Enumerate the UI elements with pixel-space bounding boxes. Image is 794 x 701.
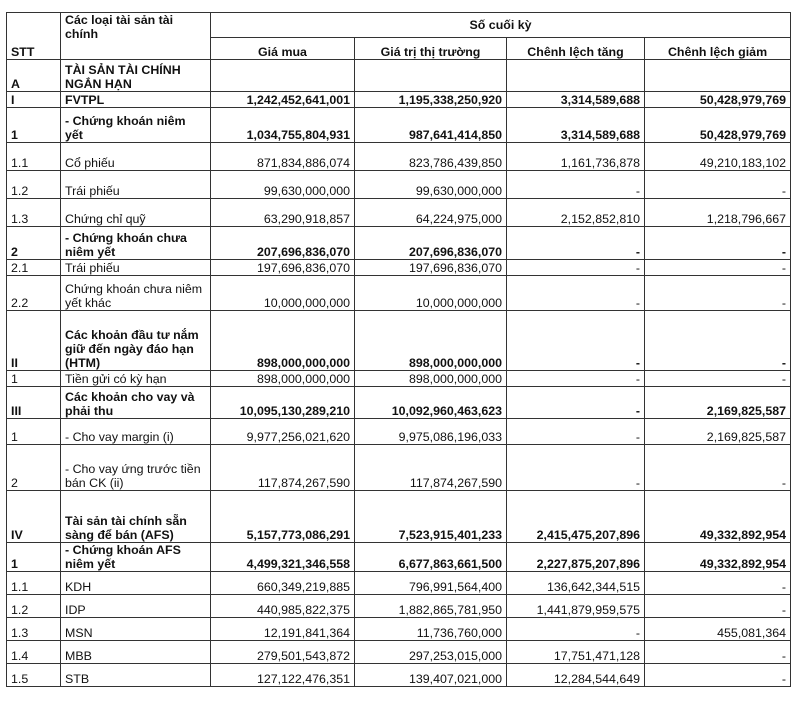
row-purchase-price: 127,122,476,351	[211, 664, 355, 687]
row-decrease: -	[645, 276, 791, 311]
row-asset-name: MSN	[61, 618, 211, 641]
row-purchase-price: 279,501,543,872	[211, 641, 355, 664]
row-asset-name: FVTPL	[61, 92, 211, 108]
header-stt: STT	[7, 13, 61, 60]
row-stt: III	[7, 387, 61, 419]
row-stt: IV	[7, 491, 61, 543]
table-row	[7, 419, 791, 445]
row-purchase-price: 197,696,836,070	[211, 260, 355, 276]
row-decrease: 50,428,979,769	[645, 108, 791, 143]
row-decrease: 2,169,825,587	[645, 419, 791, 445]
row-stt: 1.4	[7, 641, 61, 664]
row-increase: -	[507, 227, 645, 260]
row-purchase-price: 4,499,321,346,558	[211, 543, 355, 572]
row-increase: -	[507, 445, 645, 491]
row-market-value: 11,736,760,000	[355, 618, 507, 641]
row-market-value: 207,696,836,070	[355, 227, 507, 260]
row-stt: 2	[7, 227, 61, 260]
row-market-value: 99,630,000,000	[355, 171, 507, 199]
row-asset-name: - Cho vay margin (i)	[61, 419, 211, 445]
row-purchase-price: 898,000,000,000	[211, 311, 355, 371]
row-increase: 3,314,589,688	[507, 92, 645, 108]
header-decrease: Chênh lệch giảm	[645, 38, 791, 60]
row-asset-name: Tiền gửi có kỳ hạn	[61, 371, 211, 387]
row-stt: A	[7, 60, 61, 92]
row-increase: -	[507, 171, 645, 199]
row-asset-name: Các khoản đầu tư nắm giữ đến ngày đáo hạn (HTM)	[61, 311, 211, 371]
row-decrease: -	[645, 595, 791, 618]
row-purchase-price: 5,157,773,086,291	[211, 491, 355, 543]
table-row	[7, 108, 791, 143]
row-stt: 1	[7, 371, 61, 387]
row-increase: 2,227,875,207,896	[507, 543, 645, 572]
row-decrease: -	[645, 572, 791, 595]
row-purchase-price: 99,630,000,000	[211, 171, 355, 199]
table-row	[7, 387, 791, 419]
row-asset-name: - Cho vay ứng trước tiền bán CK (ii)	[61, 445, 211, 491]
row-decrease: -	[645, 311, 791, 371]
row-stt: 2	[7, 445, 61, 491]
row-market-value: 139,407,021,000	[355, 664, 507, 687]
row-purchase-price: 871,834,886,074	[211, 143, 355, 171]
row-purchase-price: 898,000,000,000	[211, 371, 355, 387]
header-asset-type: Các loại tài sản tài chính	[61, 13, 211, 60]
row-market-value: 823,786,439,850	[355, 143, 507, 171]
row-asset-name: - Chứng khoán chưa niêm yết	[61, 227, 211, 260]
row-increase: 17,751,471,128	[507, 641, 645, 664]
header-purchase-price: Giá mua	[211, 38, 355, 60]
row-increase: 136,642,344,515	[507, 572, 645, 595]
row-decrease: 2,169,825,587	[645, 387, 791, 419]
row-increase: 1,161,736,878	[507, 143, 645, 171]
row-stt: 1	[7, 108, 61, 143]
row-market-value: 898,000,000,000	[355, 311, 507, 371]
row-stt: 2.1	[7, 260, 61, 276]
header-market-value: Giá trị thị trường	[355, 38, 507, 60]
table-row	[7, 260, 791, 276]
row-increase: -	[507, 276, 645, 311]
row-purchase-price: 12,191,841,364	[211, 618, 355, 641]
row-market-value: 1,882,865,781,950	[355, 595, 507, 618]
row-increase: 2,152,852,810	[507, 199, 645, 227]
row-increase: 2,415,475,207,896	[507, 491, 645, 543]
table-row	[7, 92, 791, 108]
row-purchase-price: 63,290,918,857	[211, 199, 355, 227]
table-row	[7, 664, 791, 687]
row-market-value: 796,991,564,400	[355, 572, 507, 595]
row-market-value: 197,696,836,070	[355, 260, 507, 276]
row-decrease: 50,428,979,769	[645, 92, 791, 108]
row-increase: -	[507, 371, 645, 387]
row-decrease: -	[645, 260, 791, 276]
row-decrease: -	[645, 445, 791, 491]
row-market-value: 10,000,000,000	[355, 276, 507, 311]
row-stt: 1.1	[7, 572, 61, 595]
row-decrease: 49,332,892,954	[645, 543, 791, 572]
row-stt: 1	[7, 419, 61, 445]
table-row	[7, 618, 791, 641]
row-increase: 3,314,589,688	[507, 108, 645, 143]
row-stt: 2.2	[7, 276, 61, 311]
table-row	[7, 491, 791, 543]
row-stt: 1.3	[7, 618, 61, 641]
row-asset-name: IDP	[61, 595, 211, 618]
row-decrease: 1,218,796,667	[645, 199, 791, 227]
row-market-value: 987,641,414,850	[355, 108, 507, 143]
row-asset-name: Chứng khoán chưa niêm yết khác	[61, 276, 211, 311]
row-purchase-price: 117,874,267,590	[211, 445, 355, 491]
row-purchase-price: 9,977,256,021,620	[211, 419, 355, 445]
table-row	[7, 572, 791, 595]
row-asset-name: MBB	[61, 641, 211, 664]
row-purchase-price: 1,034,755,804,931	[211, 108, 355, 143]
row-asset-name: TÀI SẢN TÀI CHÍNH NGẮN HẠN	[61, 60, 211, 92]
table-row	[7, 595, 791, 618]
row-purchase-price: 10,000,000,000	[211, 276, 355, 311]
row-purchase-price: 1,242,452,641,001	[211, 92, 355, 108]
row-stt: I	[7, 92, 61, 108]
table-row	[7, 543, 791, 572]
row-market-value: 10,092,960,463,623	[355, 387, 507, 419]
row-decrease: -	[645, 171, 791, 199]
row-asset-name: Cổ phiếu	[61, 143, 211, 171]
row-decrease: 49,210,183,102	[645, 143, 791, 171]
row-decrease: 49,332,892,954	[645, 491, 791, 543]
table-row	[7, 276, 791, 311]
row-stt: 1.5	[7, 664, 61, 687]
row-stt: 1.2	[7, 595, 61, 618]
header-period: Số cuối kỳ	[211, 13, 791, 38]
row-market-value	[355, 60, 507, 92]
table-row	[7, 171, 791, 199]
row-market-value: 6,677,863,661,500	[355, 543, 507, 572]
row-stt: II	[7, 311, 61, 371]
row-market-value: 117,874,267,590	[355, 445, 507, 491]
row-stt: 1	[7, 543, 61, 572]
row-purchase-price: 207,696,836,070	[211, 227, 355, 260]
row-purchase-price: 10,095,130,289,210	[211, 387, 355, 419]
row-purchase-price	[211, 60, 355, 92]
row-decrease: -	[645, 227, 791, 260]
row-stt: 1.1	[7, 143, 61, 171]
row-increase: 1,441,879,959,575	[507, 595, 645, 618]
row-market-value: 64,224,975,000	[355, 199, 507, 227]
table-row	[7, 641, 791, 664]
row-market-value: 898,000,000,000	[355, 371, 507, 387]
row-increase: -	[507, 260, 645, 276]
row-market-value: 297,253,015,000	[355, 641, 507, 664]
row-decrease: -	[645, 664, 791, 687]
row-asset-name: KDH	[61, 572, 211, 595]
table-row	[7, 445, 791, 491]
row-decrease: -	[645, 641, 791, 664]
row-increase: -	[507, 311, 645, 371]
row-purchase-price: 440,985,822,375	[211, 595, 355, 618]
row-decrease: -	[645, 371, 791, 387]
row-market-value: 1,195,338,250,920	[355, 92, 507, 108]
table-row	[7, 60, 791, 92]
row-asset-name: - Chứng khoán AFS niêm yết	[61, 543, 211, 572]
row-asset-name: STB	[61, 664, 211, 687]
row-purchase-price: 660,349,219,885	[211, 572, 355, 595]
row-increase: 12,284,544,649	[507, 664, 645, 687]
table-row	[7, 227, 791, 260]
row-asset-name: Tài sản tài chính sẵn sàng để bán (AFS)	[61, 491, 211, 543]
table-row	[7, 143, 791, 171]
row-stt: 1.2	[7, 171, 61, 199]
row-stt: 1.3	[7, 199, 61, 227]
table-row	[7, 199, 791, 227]
row-asset-name: Các khoản cho vay và phải thu	[61, 387, 211, 419]
row-asset-name: - Chứng khoán niêm yết	[61, 108, 211, 143]
table-row	[7, 311, 791, 371]
financial-assets-table	[6, 12, 791, 687]
row-increase	[507, 60, 645, 92]
row-market-value: 9,975,086,196,033	[355, 419, 507, 445]
header-increase: Chênh lệch tăng	[507, 38, 645, 60]
row-increase: -	[507, 618, 645, 641]
row-decrease: 455,081,364	[645, 618, 791, 641]
row-asset-name: Trái phiếu	[61, 260, 211, 276]
table-row	[7, 371, 791, 387]
row-asset-name: Chứng chỉ quỹ	[61, 199, 211, 227]
row-decrease	[645, 60, 791, 92]
row-increase: -	[507, 419, 645, 445]
row-increase: -	[507, 387, 645, 419]
row-asset-name: Trái phiếu	[61, 171, 211, 199]
row-market-value: 7,523,915,401,233	[355, 491, 507, 543]
